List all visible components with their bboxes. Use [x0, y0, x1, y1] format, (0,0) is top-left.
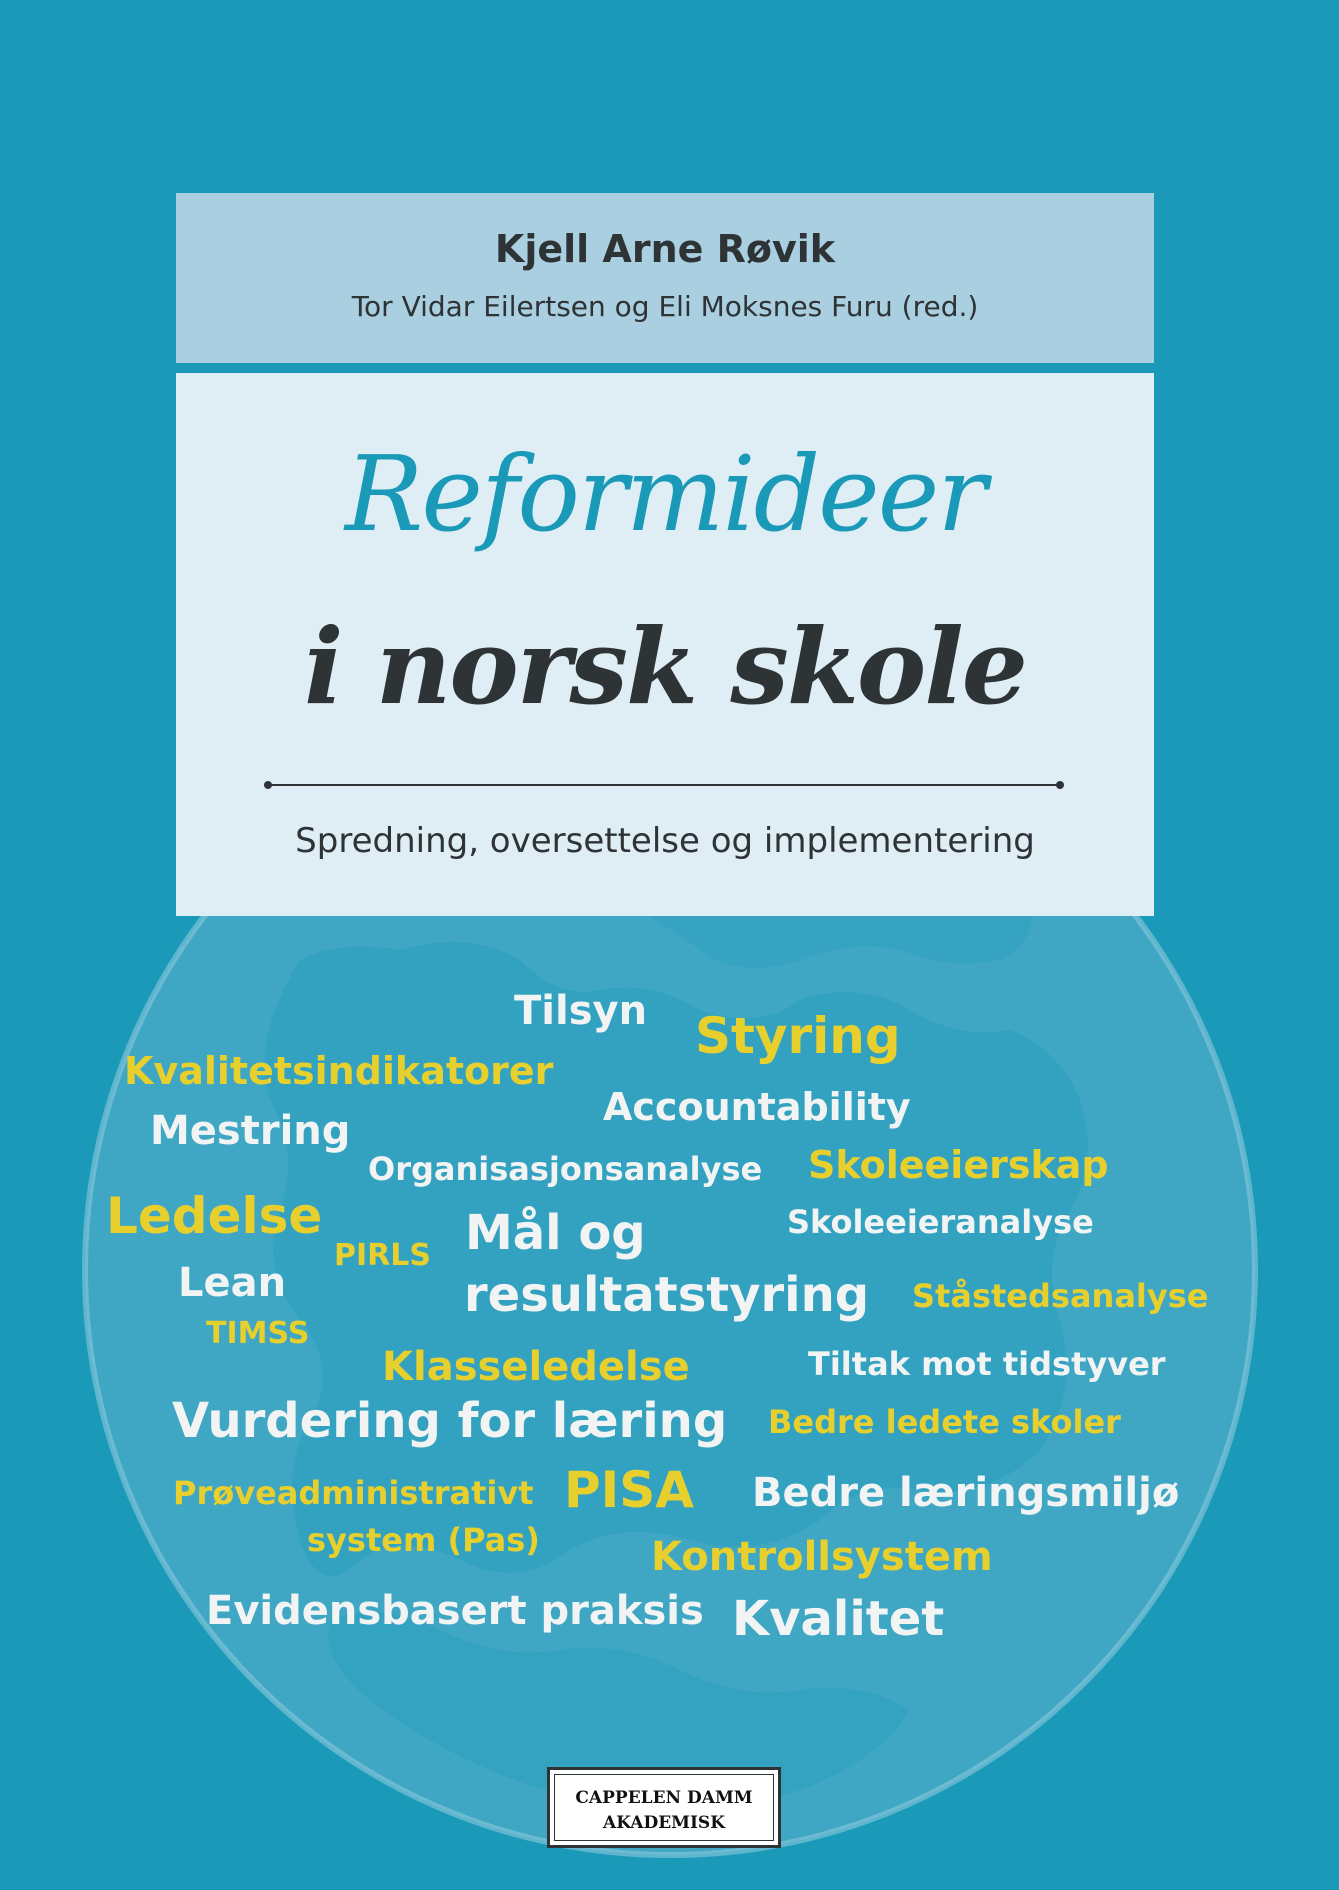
cloud-word: Accountability	[603, 1085, 911, 1129]
cloud-word: Evidensbasert praksis	[206, 1588, 704, 1634]
cloud-word: Klasseledelse	[382, 1344, 690, 1390]
publisher-imprint: AKADEMISK	[603, 1813, 725, 1833]
book-title-line1: Reformideer	[345, 433, 985, 555]
cloud-word: Lean	[178, 1260, 287, 1306]
cloud-word: PIRLS	[334, 1238, 431, 1273]
cloud-word: TIMSS	[206, 1316, 310, 1351]
cloud-word: Ledelse	[106, 1187, 323, 1245]
book-title-line2: i norsk skole	[304, 605, 1026, 728]
cloud-word: Skoleeieranalyse	[787, 1203, 1094, 1241]
cloud-word: Styring	[695, 1007, 901, 1065]
cloud-word: Tilsyn	[514, 988, 648, 1034]
cloud-word: Bedre læringsmiljø	[752, 1470, 1180, 1516]
cloud-word: system (Pas)	[307, 1521, 540, 1559]
cloud-word: Organisasjonsanalyse	[368, 1150, 763, 1188]
cloud-word: Ståstedsanalyse	[912, 1277, 1209, 1315]
title-divider	[268, 784, 1060, 786]
author-band	[176, 193, 1154, 363]
cloud-word: Kvalitet	[732, 1591, 945, 1647]
cloud-word: Skoleeierskap	[808, 1143, 1109, 1187]
cloud-word: Vurdering for læring	[172, 1393, 728, 1449]
publisher-logo	[547, 1767, 781, 1848]
cloud-word: Mål og	[465, 1205, 646, 1261]
co-editors: Tor Vidar Eilertsen og Eli Moksnes Furu (red.)	[351, 290, 979, 323]
main-author: Kjell Arne Røvik	[494, 227, 836, 271]
cloud-word: Kvalitetsindikatorer	[124, 1049, 554, 1093]
cloud-word: resultatstyring	[464, 1267, 870, 1323]
cloud-word: Tiltak mot tidstyver	[808, 1345, 1166, 1383]
cloud-word: PISA	[564, 1461, 694, 1519]
cloud-word: Mestring	[150, 1108, 351, 1154]
cloud-word: Kontrollsystem	[651, 1534, 993, 1580]
cloud-word: Bedre ledete skoler	[768, 1403, 1121, 1441]
cloud-word: Prøveadministrativt	[173, 1474, 534, 1512]
title-panel	[176, 373, 1154, 916]
publisher-name: CAPPELEN DAMM	[575, 1788, 753, 1808]
book-subtitle: Spredning, oversettelse og implementering	[295, 821, 1035, 861]
